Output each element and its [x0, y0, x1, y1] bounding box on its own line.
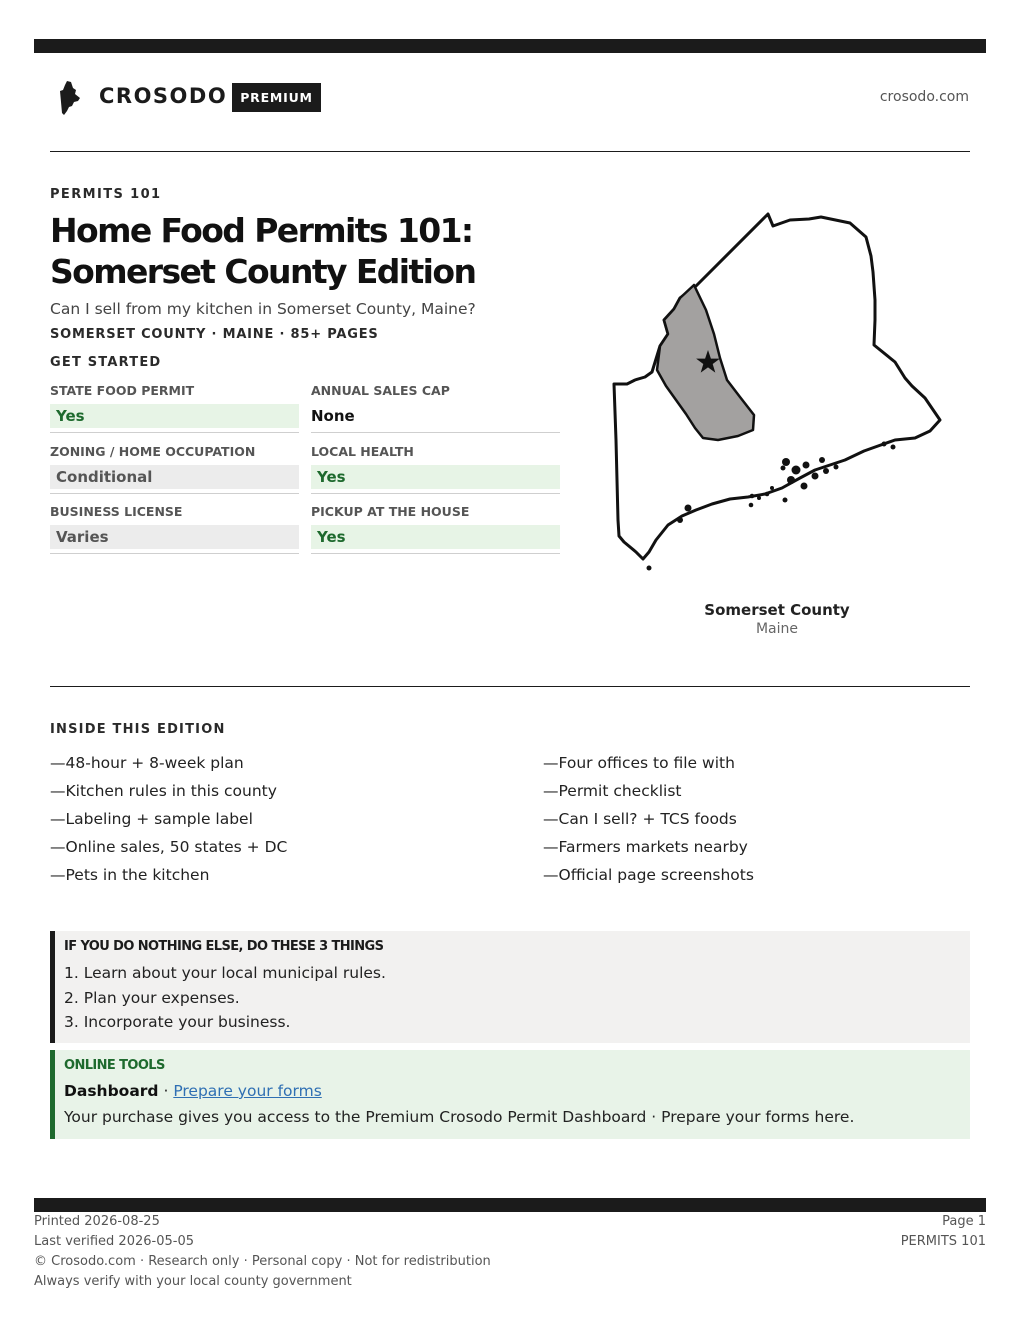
printed-date: Printed 2026-08-25 [34, 1214, 160, 1229]
copyright-notice: © Crosodo.com · Research only · Personal copy · Not for redistribution [34, 1254, 491, 1269]
top-rule-bar [34, 39, 986, 53]
fact-value: Yes [311, 465, 560, 489]
verified-date: Last verified 2026-05-05 [34, 1234, 194, 1249]
fact-divider [311, 493, 560, 494]
inside-heading: INSIDE THIS EDITION [50, 722, 226, 737]
page-number: Page 1 [942, 1214, 986, 1229]
must-do-step: 2. Plan your expenses. [64, 988, 240, 1007]
fact-label: LOCAL HEALTH [311, 444, 414, 459]
page-title: Home Food Permits 101: Somerset County Edition [50, 211, 476, 291]
fact-business-license [50, 504, 299, 554]
must-do-step: 1. Learn about your local municipal rules. [64, 964, 386, 982]
footer-rule-bar [34, 1198, 986, 1212]
fact-label: ZONING / HOME OCCUPATION [50, 444, 256, 459]
map-state-name: Maine [755, 621, 799, 637]
dashboard-label: Dashboard [64, 1082, 159, 1100]
contents-item: —Labeling + sample label [50, 810, 253, 828]
fact-annual-sales-cap [311, 383, 560, 433]
contents-item: —Farmers markets nearby [543, 838, 748, 856]
fact-divider [311, 553, 560, 554]
get-started-heading: GET STARTED [50, 355, 162, 370]
fact-value: None [311, 407, 355, 425]
edition-meta: SOMERSET COUNTY · MAINE · 85+ PAGES [50, 327, 379, 342]
site-url[interactable]: crosodo.com [879, 89, 969, 105]
fact-divider [311, 432, 560, 433]
fact-label: BUSINESS LICENSE [50, 504, 183, 519]
fact-local-health [311, 444, 560, 494]
fact-divider [50, 432, 299, 433]
contents-item: —Can I sell? + TCS foods [543, 810, 737, 828]
footer-left [34, 1212, 491, 1292]
online-tools-title: ONLINE TOOLS [64, 1058, 165, 1073]
must-do-step: 3. Incorporate your business. [64, 1013, 291, 1031]
contents-item: —Permit checklist [543, 782, 682, 800]
fact-divider [50, 493, 299, 494]
online-tools-description: Your purchase gives you access to the Premium Crosodo Permit Dashboard · Prepare your forms here. [64, 1108, 855, 1126]
fact-value: Yes [311, 525, 560, 549]
online-tools-callout [50, 1050, 970, 1139]
online-tools-links [64, 1082, 322, 1100]
map-county-name: Somerset County [704, 601, 850, 619]
map-caption [677, 601, 877, 637]
prepare-forms-link[interactable]: Prepare your forms [173, 1082, 322, 1100]
kicker: PERMITS 101 [50, 187, 162, 202]
link-separator: · [158, 1082, 174, 1100]
contents-item: —Pets in the kitchen [50, 866, 210, 884]
contents-left-list [50, 749, 287, 889]
maine-state-silhouette-icon [58, 80, 84, 116]
state-outline [614, 214, 940, 559]
contents-item: —48-hour + 8-week plan [50, 754, 244, 772]
header-divider [50, 151, 970, 152]
contents-item: —Official page screenshots [543, 866, 754, 884]
fact-label: STATE FOOD PERMIT [50, 383, 195, 398]
fact-label: PICKUP AT THE HOUSE [311, 504, 470, 519]
fact-zoning [50, 444, 299, 494]
fact-pickup [311, 504, 560, 554]
disclaimer: Always verify with your local county government [34, 1274, 352, 1289]
fact-value: Yes [50, 404, 299, 428]
must-do-steps [64, 961, 386, 1035]
section-divider [50, 686, 970, 687]
footer-right [901, 1212, 986, 1252]
footer-section: PERMITS 101 [900, 1234, 986, 1249]
fact-label: ANNUAL SALES CAP [311, 383, 450, 398]
must-do-callout [50, 931, 970, 1043]
fact-divider [50, 553, 299, 554]
contents-right-list [543, 749, 754, 889]
page-subtitle: Can I sell from my kitchen in Somerset County, Maine? [50, 300, 476, 318]
contents-item: —Online sales, 50 states + DC [50, 838, 288, 856]
state-map [600, 205, 950, 580]
fact-value: Conditional [50, 465, 299, 489]
brand-name: CROSODO [99, 84, 228, 108]
premium-badge: PREMIUM [232, 83, 321, 112]
must-do-title: IF YOU DO NOTHING ELSE, DO THESE 3 THINGS [64, 939, 384, 954]
contents-item: —Four offices to file with [543, 754, 735, 772]
fact-value: Varies [50, 525, 299, 549]
fact-state-food-permit [50, 383, 299, 433]
contents-item: —Kitchen rules in this county [50, 782, 277, 800]
